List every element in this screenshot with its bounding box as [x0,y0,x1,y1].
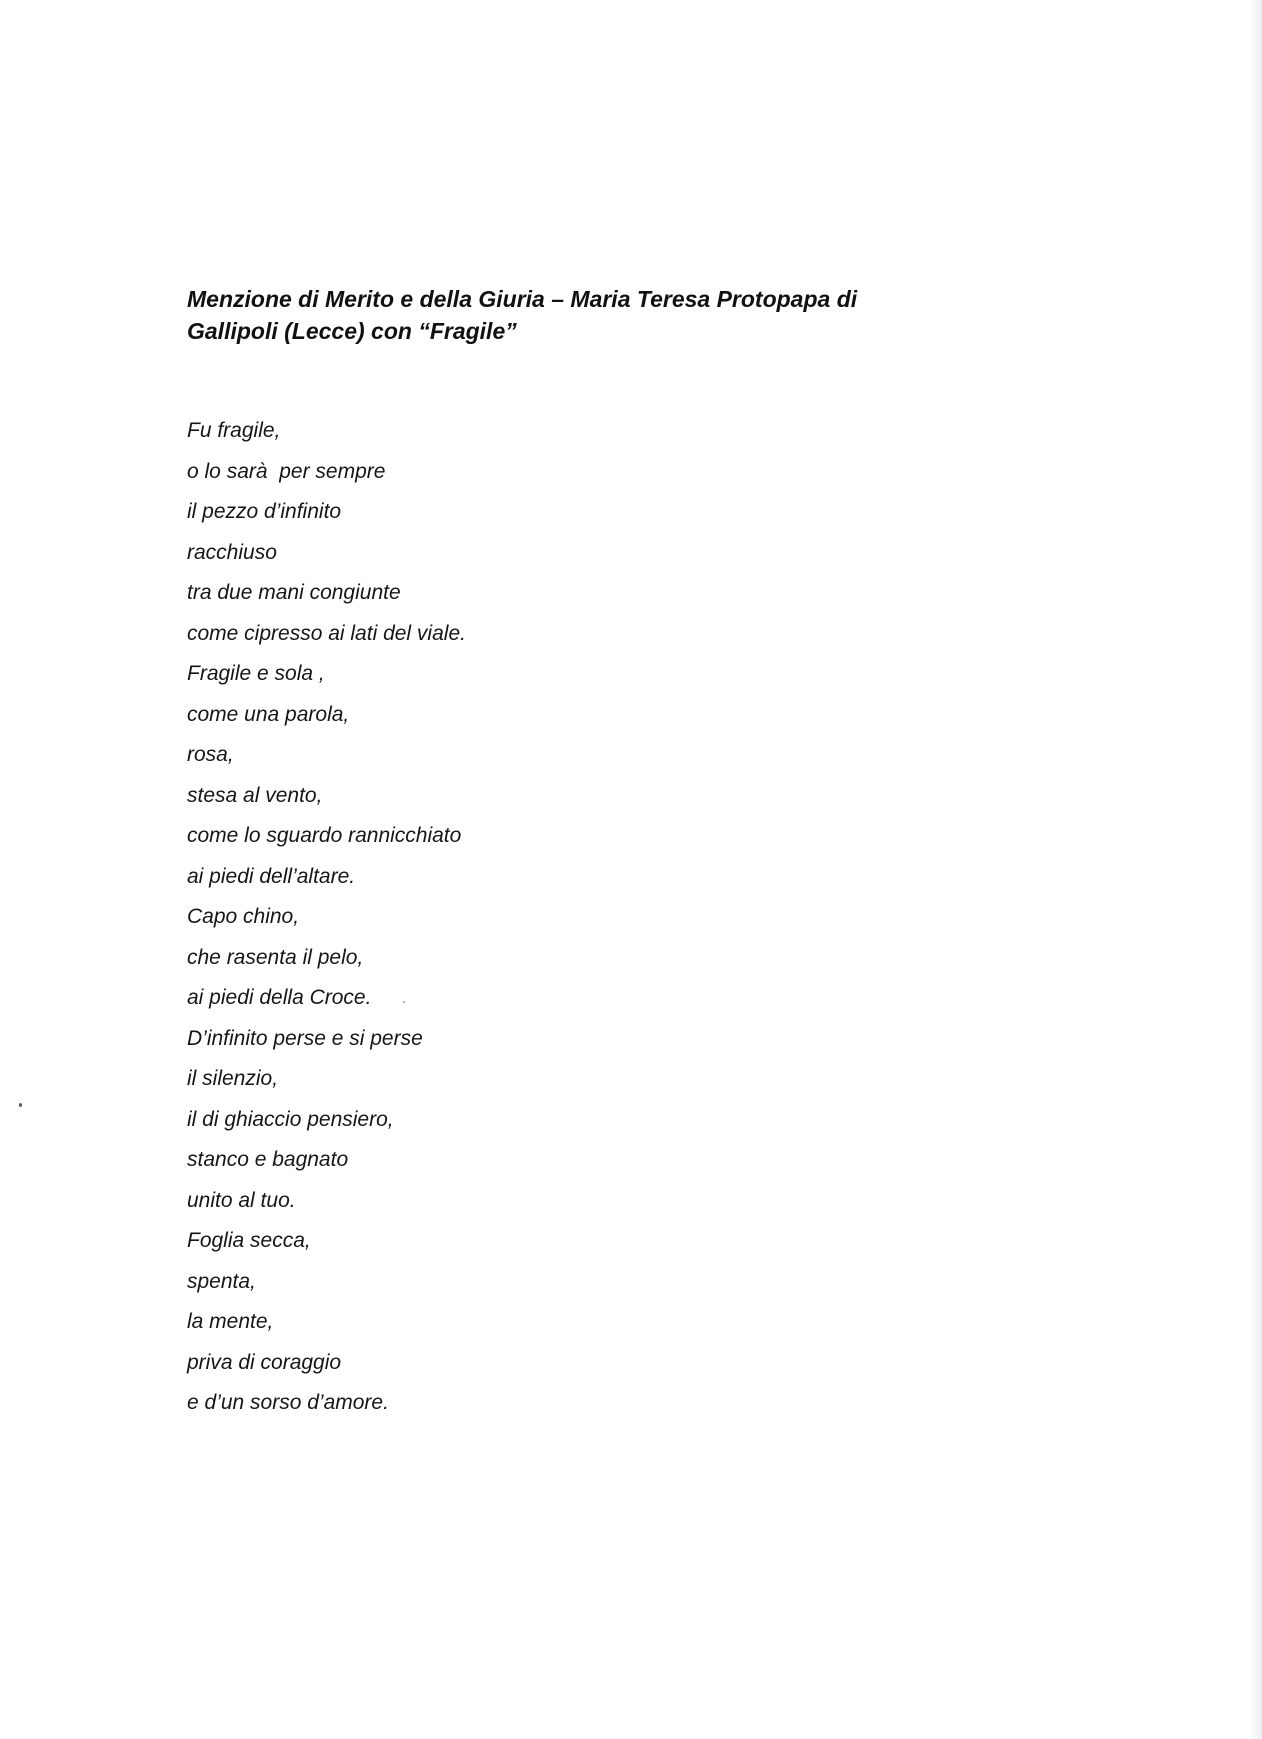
poem-line: ai piedi dell’altare. [187,864,356,888]
poem-line: la mente, [187,1310,274,1333]
poem-line: racchiuso [187,540,277,564]
poem-line: priva di coraggio [187,1350,342,1374]
poem-line: o lo sarà per sempre [187,459,386,483]
award-heading [187,283,987,347]
poem-line: stesa al vento, [187,783,323,807]
scan-speck [19,1103,22,1107]
poem-line: unito al tuo. [187,1188,296,1212]
poem-line: come lo sguardo rannicchiato [187,824,462,847]
scan-edge-shadow [1250,0,1262,1739]
scan-speck [403,1001,405,1003]
poem-line: Fu fragile, [187,419,281,442]
poem-line: spenta, [187,1269,256,1293]
poem-line: il silenzio, [187,1067,279,1090]
poem-line: Fragile e sola , [187,662,325,685]
poem-line: che rasenta il pelo, [187,945,364,969]
poem-body [187,411,466,1424]
award-heading-line-2: Gallipoli (Lecce) con “Fragile” [187,318,517,344]
poem-line: il di ghiaccio pensiero, [187,1107,394,1131]
poem-line: rosa, [187,743,234,766]
poem-line: stanco e bagnato [187,1148,349,1171]
poem-line: come cipresso ai lati del viale. [187,621,466,645]
poem-line: D’infinito perse e si perse [187,1026,423,1050]
poem-line: Capo chino, [187,905,300,928]
poem-line: ai piedi della Croce. [187,986,372,1009]
poem-line: e d’un sorso d’amore. [187,1391,389,1414]
poem-line: Foglia secca, [187,1229,311,1252]
poem-line: il pezzo d’infinito [187,500,342,523]
poem-line: come una parola, [187,702,350,726]
poem-line: tra due mani congiunte [187,581,401,604]
award-heading-line-1: Menzione di Merito e della Giuria – Maria Teresa Protopapa di [187,286,858,312]
